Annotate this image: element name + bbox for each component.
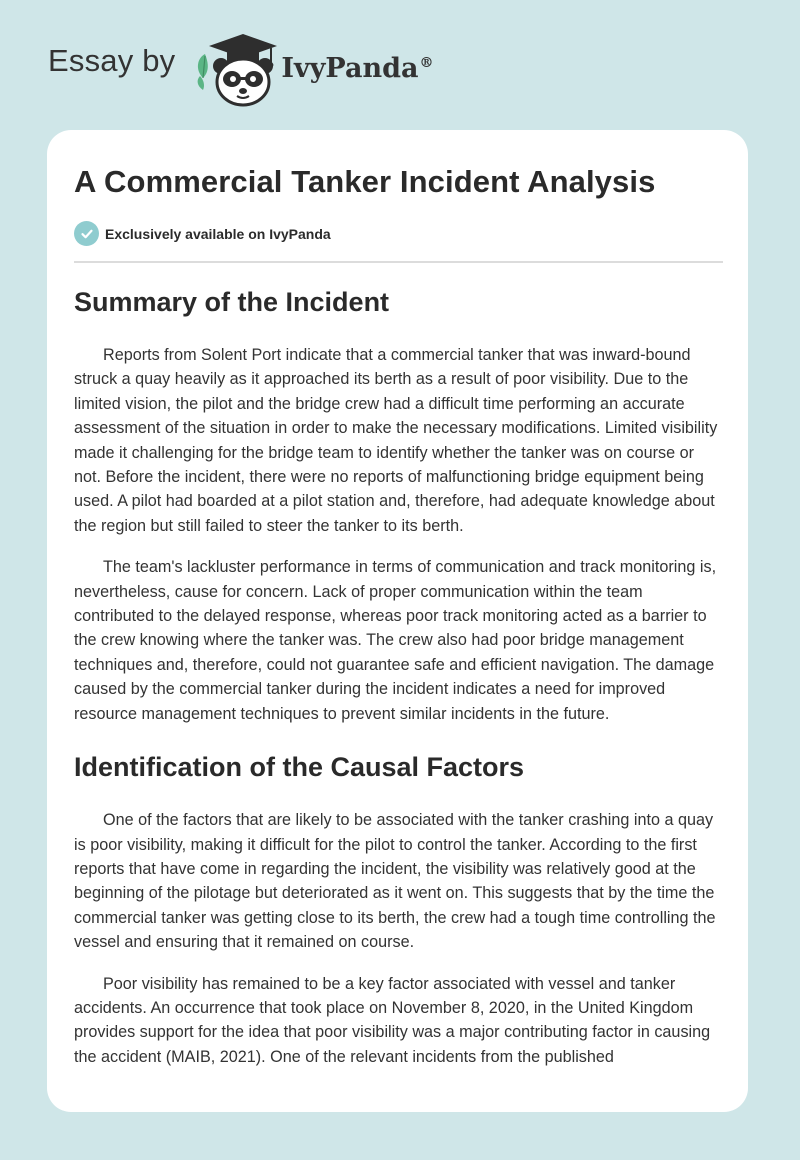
paragraph: Reports from Solent Port indicate that a commercial tanker that was inward-bound struck a quay heavily as it approached its berth as a result of poor visibility. Due to the limited vision, the pilot and the bridge crew had a difficult time performing an accurate assessment of the situation in order to make the necessary modifications. Limited visibility made it challenging for the bridge team to identify whether the tanker was on course or not. Before the incident, there were no reports of malfunctioning bridge equipment being used. A pilot had boarded at a pilot station and, therefore, had adequate knowledge about the region but still failed to steer the tanker to its berth. xyxy=(74,346,718,535)
exclusive-badge-text: Exclusively available on IvyPanda xyxy=(105,225,331,242)
brand-name[interactable] xyxy=(281,53,433,84)
title-divider xyxy=(74,261,723,263)
section-heading: Identification of the Causal Factors xyxy=(74,752,525,783)
panda-logo-icon[interactable] xyxy=(191,32,277,108)
essay-card xyxy=(47,130,748,1112)
section-heading: Summary of the Incident xyxy=(74,287,390,317)
brand-name-text: IvyPanda xyxy=(281,52,419,84)
registered-mark: ® xyxy=(419,54,434,71)
paragraph: Poor visibility has remained to be a key factor associated with vessel and tanker accidents. An occurrence that took place on November 8, 2020, in the United Kingdom provides support for the idea that poor visibility was a major contributing factor in causing the accident (MAIB, 2021). One of the relevant incidents from the published xyxy=(74,974,711,1066)
paragraph: One of the factors that are likely to be associated with the tanker crashing into a quay is poor visibility, making it difficult for the pilot to control the tanker. According to the first reports that have come in regarding the incident, the visibility was relatively good at the beginning of the pilotage but deteriorated as it went on. This suggests that by the time the commercial tanker was getting close to its berth, the crew had a tough time controlling the vessel and ensuring that it remained on course. xyxy=(74,811,716,952)
essay-content xyxy=(74,280,723,1069)
brand-prefix: Essay by xyxy=(48,43,176,78)
paragraph: The team's lackluster performance in terms of communication and track monitoring is, nevertheless, cause for concern. Lack of proper communication within the team contributed to the delayed response, whereas poor track monitoring acted as a barrier to the crew knowing where the tanker was. The crew also had poor bridge management techniques and, therefore, could not guarantee safe and efficient navigation. The damage caused by the commercial tanker during the incident indicates a need for improved resource management techniques to prevent similar incidents in the future. xyxy=(74,558,717,723)
essay-title: A Commercial Tanker Incident Analysis xyxy=(74,164,656,199)
exclusive-badge xyxy=(74,221,331,246)
brand-header xyxy=(48,30,433,110)
check-circle-icon xyxy=(74,221,99,246)
